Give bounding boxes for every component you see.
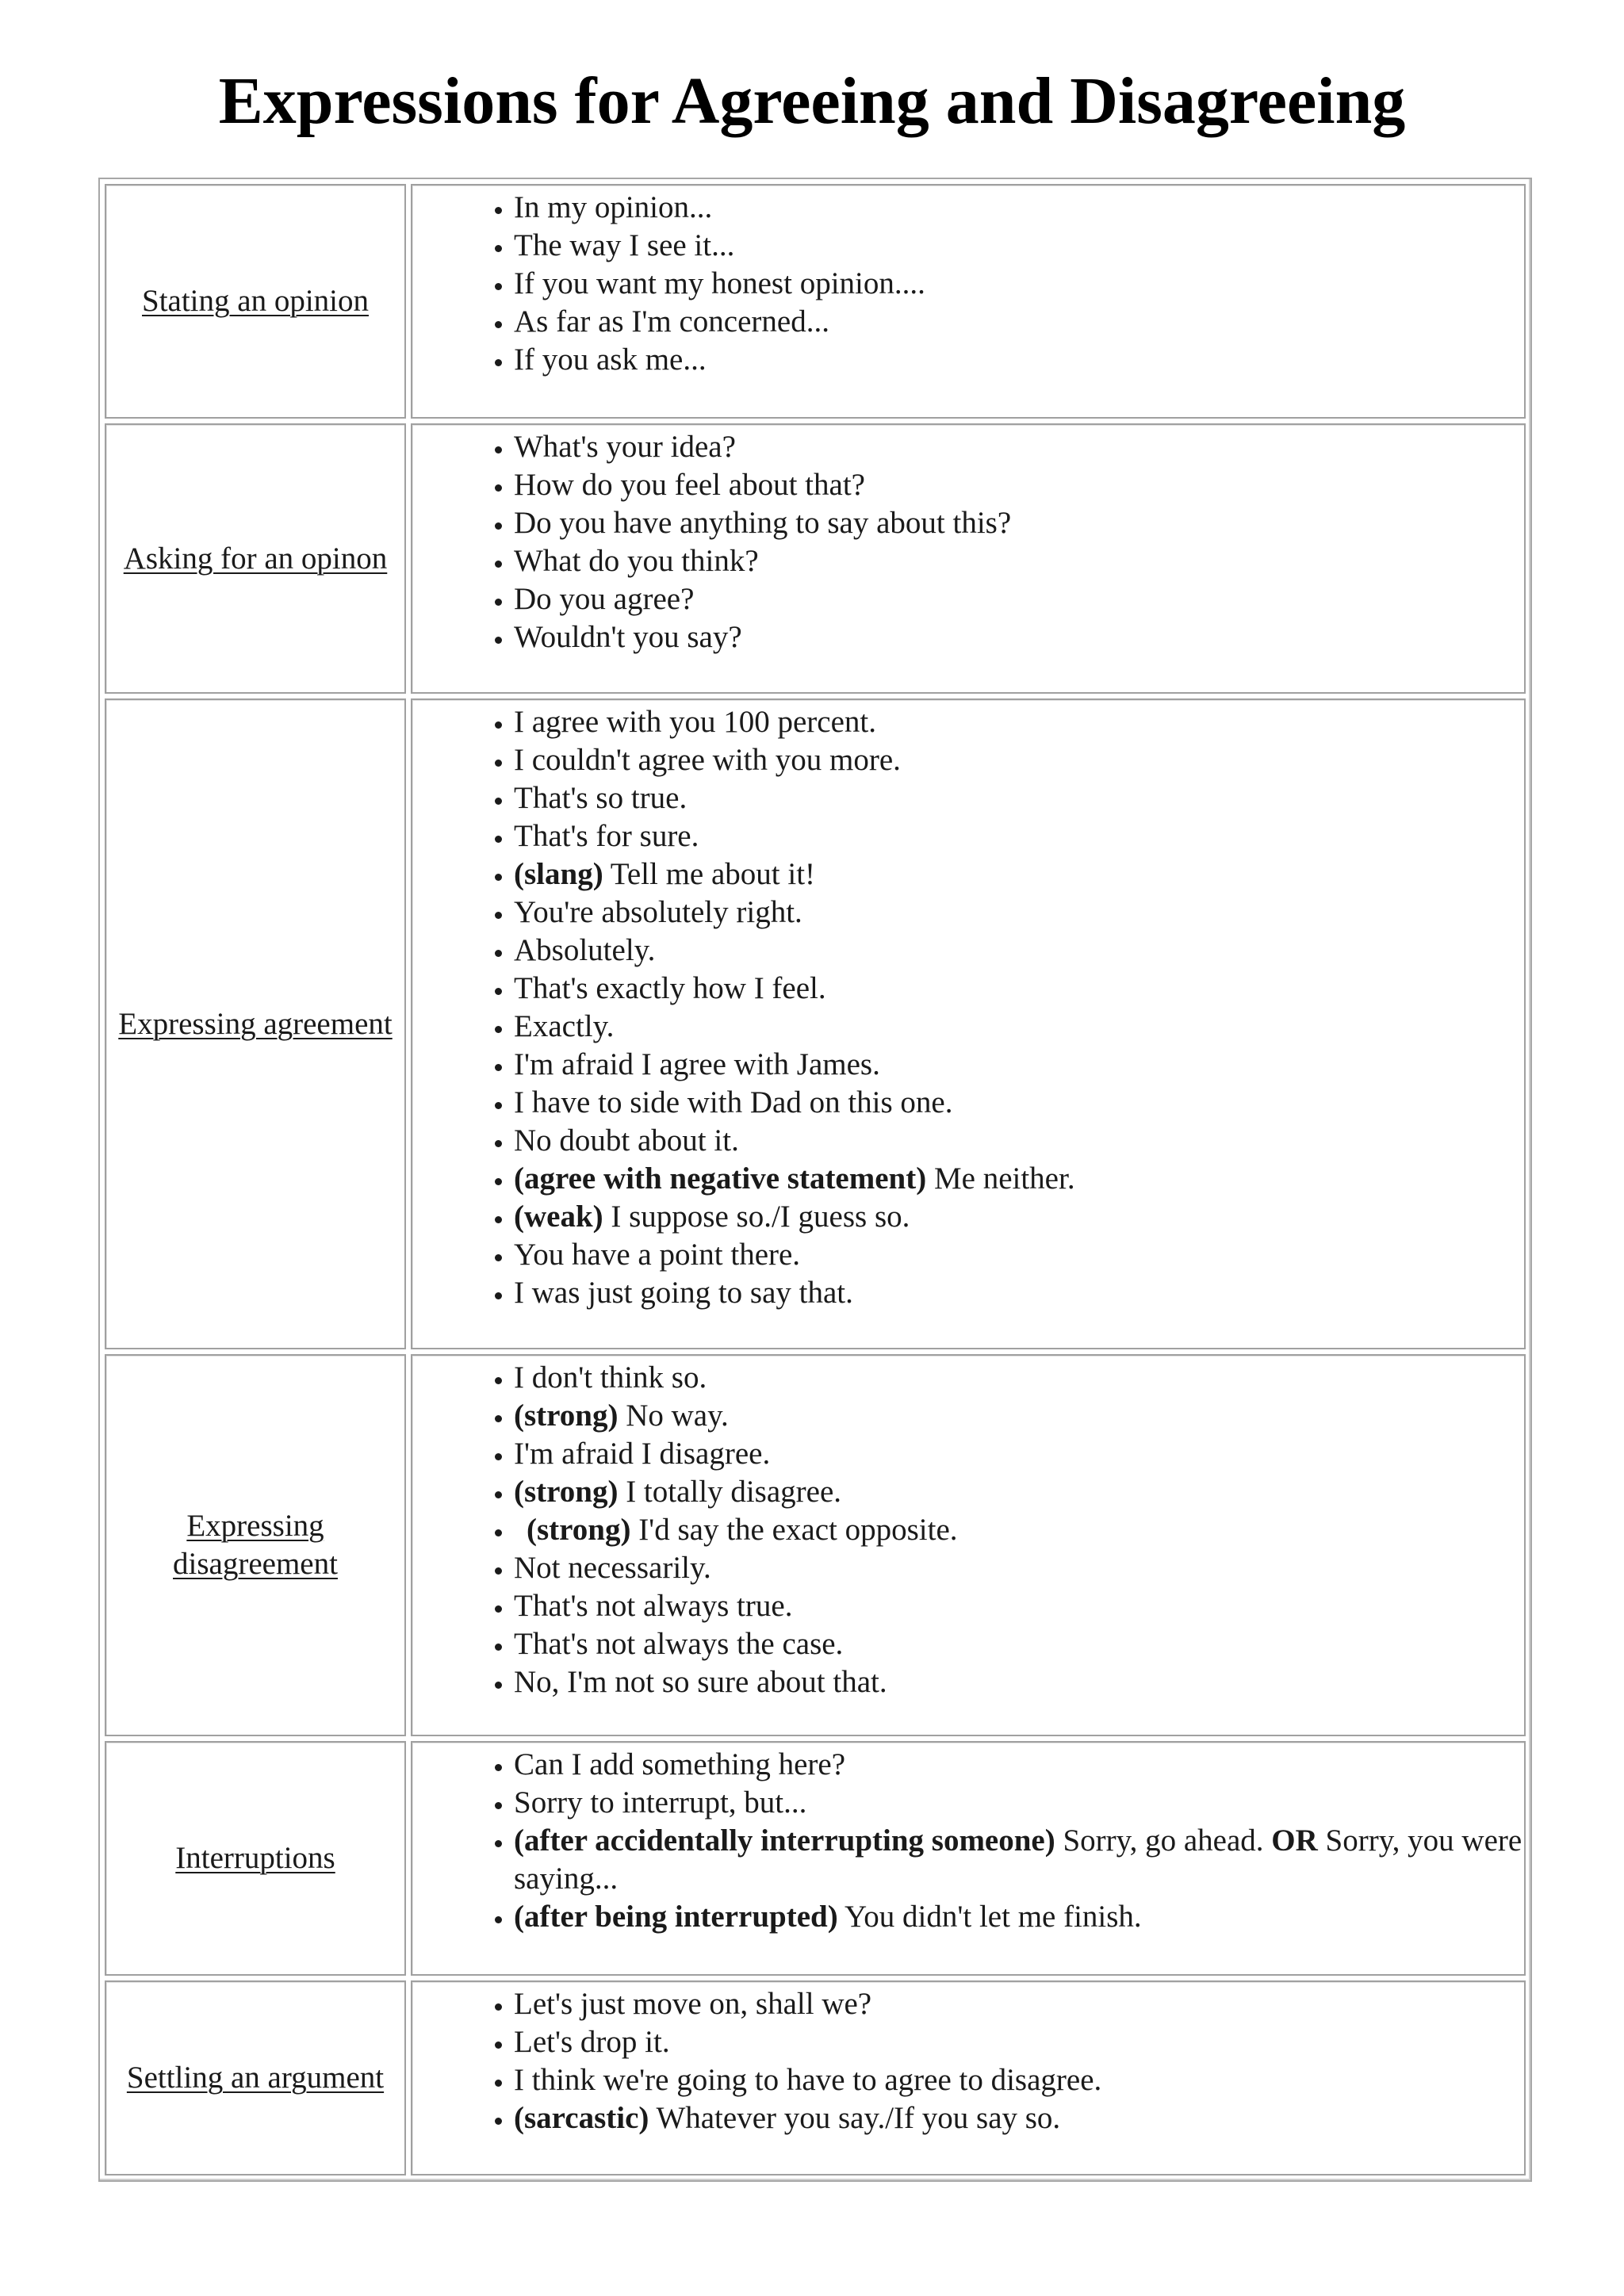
phrase-text-alternative: Sorry, you were saying... [514,1823,1522,1896]
phrase-item [514,227,1524,265]
phrase-text: If you want my honest opinion.... [514,266,925,300]
category-label: Asking for an opinon [123,541,388,576]
category-cell-settling-an-argument [105,1980,406,2175]
phrase-text: I was just going to say that. [514,1276,853,1310]
phrase-item [514,1549,1524,1587]
phrase-usage-label: (strong) [527,1513,631,1547]
category-label: Expressing disagreement [173,1509,338,1581]
phrase-item [514,1236,1524,1274]
phrase-item [514,855,1524,894]
phrase-item [514,1898,1524,1936]
phrase-item [514,1822,1524,1898]
phrase-usage-label: (slang) [514,857,603,891]
phrase-text: Absolutely. [514,933,656,967]
phrase-item [514,1435,1524,1473]
phrases-cell [411,423,1526,694]
table-body [105,184,1526,2175]
phrase-text: I totally disagree. [626,1475,842,1509]
phrase-text: That's exactly how I feel. [514,971,826,1005]
phrase-text: If you ask me... [514,342,707,377]
phrase-text: You didn't let me finish. [845,1900,1142,1934]
phrase-text: No, I'm not so sure about that. [514,1665,887,1699]
phrase-item [514,703,1524,741]
phrase-item [514,1587,1524,1625]
phrase-item [514,1625,1524,1663]
phrases-table [98,178,1532,2182]
category-cell-expressing-agreement [105,698,406,1349]
phrase-text: Do you agree? [514,582,695,616]
phrase-item [514,618,1524,656]
phrase-text: What's your idea? [514,430,736,464]
phrase-item [514,779,1524,817]
phrase-item [514,466,1524,504]
phrase-usage-label: (after being interrupted) [514,1900,838,1934]
phrase-item [514,580,1524,618]
phrase-list [412,1359,1524,1701]
table-row [105,1980,1526,2175]
phrases-cell [411,1354,1526,1736]
phrase-text: That's so true. [514,781,688,815]
phrase-text: No way. [626,1399,729,1433]
phrase-or-label: OR [1271,1823,1318,1858]
phrase-item [514,341,1524,379]
phrase-item [514,428,1524,466]
phrase-item [514,1008,1524,1046]
phrases-cell [411,184,1526,419]
phrase-usage-label: (weak) [514,1200,603,1234]
phrase-text: Can I add something here? [514,1747,846,1781]
phrase-text: Me neither. [933,1161,1075,1196]
phrase-item [514,303,1524,341]
category-cell-interruptions [105,1741,406,1976]
phrase-list [412,428,1524,656]
phrases-cell [411,698,1526,1349]
phrase-item [514,970,1524,1008]
phrase-usage-label: (strong) [514,1399,619,1433]
phrase-usage-label: (after accidentally interrupting someone) [514,1823,1055,1858]
phrase-item [514,1122,1524,1160]
phrase-text: You're absolutely right. [514,895,802,929]
phrase-item [514,1473,1524,1511]
phrase-text: I'm afraid I disagree. [514,1437,771,1471]
phrase-item [514,817,1524,855]
category-cell-stating-an-opinion [105,184,406,419]
phrase-text: I agree with you 100 percent. [514,705,876,739]
phrase-text: Exactly. [514,1009,615,1043]
phrase-text: Wouldn't you say? [514,620,742,654]
table-row [105,1741,1526,1976]
phrase-item [514,504,1524,542]
category-cell-asking-for-an-opinon [105,423,406,694]
phrase-text: I'd say the exact opposite. [638,1513,958,1547]
phrase-text: No doubt about it. [514,1123,739,1158]
phrase-item [514,741,1524,779]
phrase-text: That's not always the case. [514,1627,844,1661]
phrase-item [514,894,1524,932]
phrase-item [514,1359,1524,1397]
phrase-item [514,1985,1524,2023]
phrase-item [514,1198,1524,1236]
phrase-list [412,189,1524,379]
table-row [105,423,1526,694]
category-cell-expressing-disagreement [105,1354,406,1736]
category-label: Settling an argument [126,2061,385,2095]
page-title: Expressions for Agreeing and Disagreeing [218,64,1406,138]
phrase-usage-label: (agree with negative statement) [514,1161,927,1196]
phrase-text: I don't think so. [514,1360,707,1395]
phrase-item [514,1397,1524,1435]
phrase-item [514,2061,1524,2099]
phrase-text: I'm afraid I agree with James. [514,1047,880,1081]
phrase-text: Let's just move on, shall we? [514,1987,872,2021]
phrase-text: That's not always true. [514,1589,793,1623]
phrase-text: Sorry to interrupt, but... [514,1785,807,1820]
phrase-item [514,1046,1524,1084]
phrase-item [514,189,1524,227]
phrases-cell [411,1980,1526,2175]
phrase-text: That's for sure. [514,819,699,853]
phrase-item [514,2099,1524,2137]
phrase-list [412,1985,1524,2137]
phrase-item [514,932,1524,970]
phrase-item [514,1160,1524,1198]
phrase-item [514,542,1524,580]
phrase-usage-label: (strong) [514,1475,619,1509]
phrase-item [514,265,1524,303]
phrase-text: What do you think? [514,544,759,578]
phrases-cell [411,1741,1526,1976]
phrase-text: Not necessarily. [514,1551,711,1585]
phrase-list [412,703,1524,1312]
phrase-item [514,1746,1524,1784]
table-row [105,698,1526,1349]
phrase-text: How do you feel about that? [514,468,865,502]
phrase-text: I couldn't agree with you more. [514,743,901,777]
category-label: Stating an opinion [142,284,369,318]
phrase-text: As far as I'm concerned... [514,304,829,339]
phrase-item [514,1274,1524,1312]
phrase-usage-label: (sarcastic) [514,2101,649,2135]
phrase-text: Tell me about it! [610,857,816,891]
phrase-item [514,2023,1524,2061]
phrase-text: The way I see it... [514,228,735,262]
phrase-text: Let's drop it. [514,2025,670,2059]
phrase-text: Whatever you say./If you say so. [656,2101,1061,2135]
phrase-text: In my opinion... [514,190,713,224]
table-row [105,184,1526,419]
phrase-item [514,1511,1524,1549]
phrase-list [412,1746,1524,1936]
phrase-text: You have a point there. [514,1238,801,1272]
category-label: Interruptions [175,1841,335,1875]
phrase-item [514,1663,1524,1701]
phrase-text: I think we're going to have to agree to disagree. [514,2063,1102,2097]
phrase-text: Sorry, go ahead. [1063,1823,1264,1858]
table-row [105,1354,1526,1736]
phrase-item [514,1084,1524,1122]
phrase-text: Do you have anything to say about this? [514,506,1012,540]
phrase-text: I have to side with Dad on this one. [514,1085,953,1119]
category-label: Expressing agreement [118,1006,393,1041]
phrase-text: I suppose so./I guess so. [611,1200,910,1234]
phrase-item [514,1784,1524,1822]
